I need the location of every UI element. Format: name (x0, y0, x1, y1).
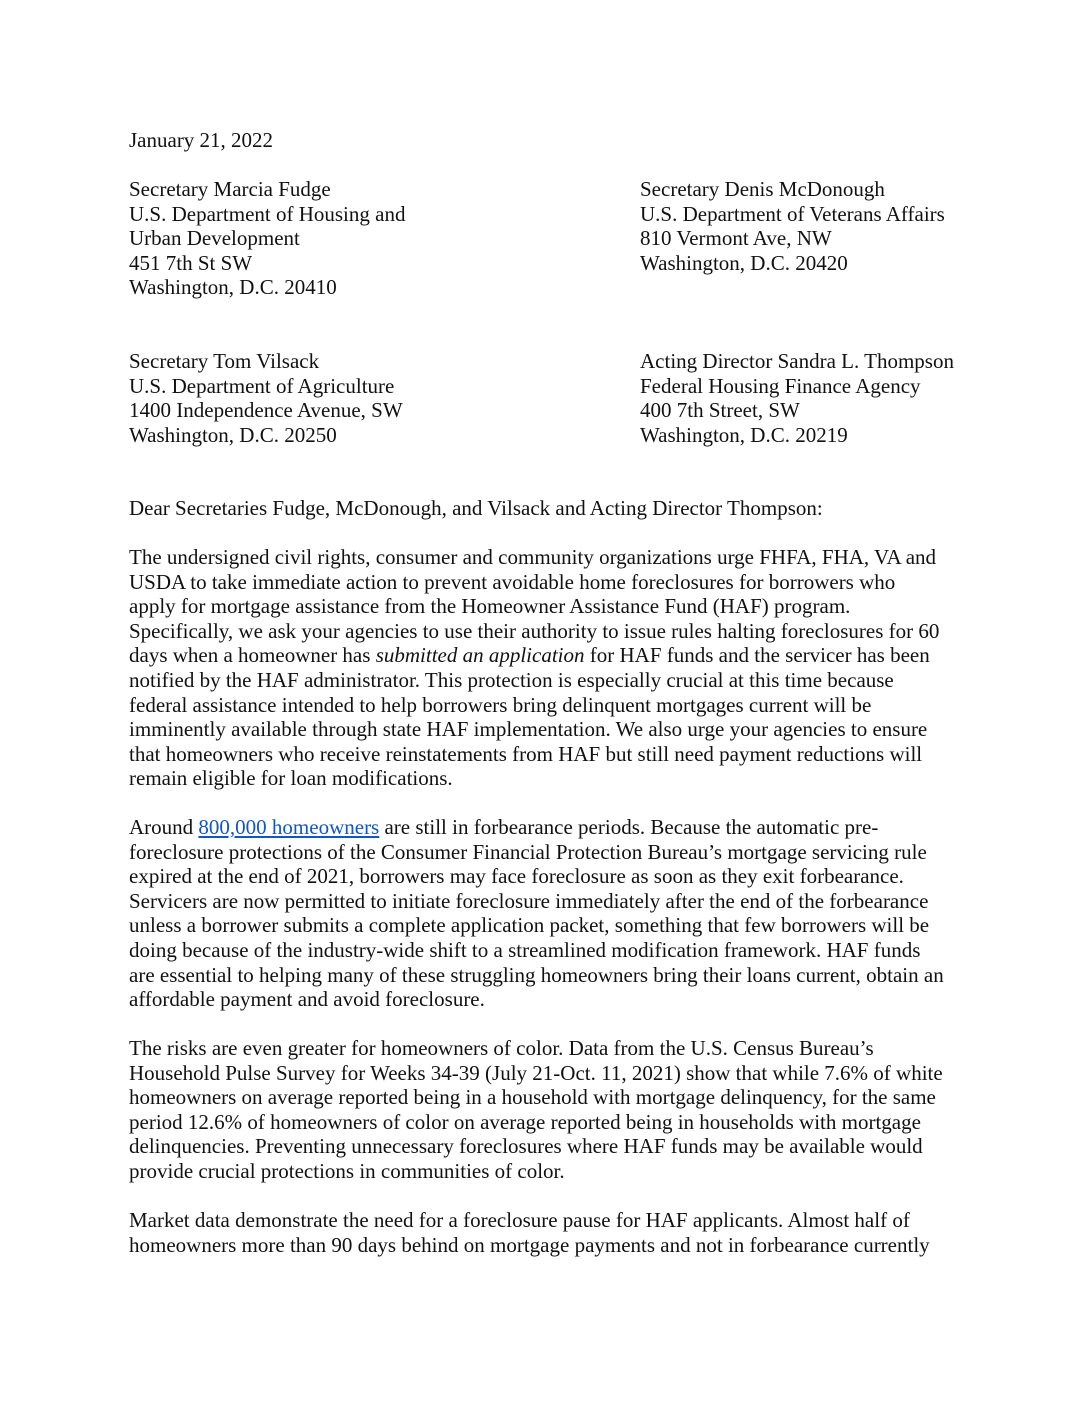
line-text: Around (129, 815, 199, 839)
paragraph-line: unless a borrower submits a complete application packet, something that few borrowers will be (129, 913, 930, 938)
address-line: Urban Development (129, 226, 300, 251)
address-line: 810 Vermont Ave, NW (640, 226, 832, 251)
line-text: for HAF funds and the servicer has been (584, 643, 930, 668)
line-text: are still in forbearance periods. Because the automatic pre- (379, 815, 879, 839)
address-line: 451 7th St SW (129, 250, 253, 275)
recipient-address-hud (129, 177, 405, 300)
paragraph-line: doing because of the industry-wide shift to a streamlined modification framework. HAF funds (129, 937, 921, 962)
paragraph-line: expired at the end of 2021, borrowers may face foreclosure as soon as they exit forbearance. (129, 864, 904, 889)
recipient-address-va (640, 177, 945, 275)
address-line: 1400 Independence Avenue, SW (129, 398, 403, 423)
address-line: Secretary Marcia Fudge (129, 177, 331, 201)
address-line: Washington, D.C. 20420 (640, 250, 848, 275)
address-line: U.S. Department of Veterans Affairs (640, 201, 945, 226)
paragraph-line: homeowners on average reported being in a household with mortgage delinquency, for the same (129, 1085, 936, 1110)
paragraph-risks (129, 1036, 943, 1184)
address-line: Federal Housing Finance Agency (640, 373, 921, 398)
paragraph-line: delinquencies. Preventing unnecessary foreclosures where HAF funds may be available would (129, 1134, 923, 1159)
paragraph-line: USDA to take immediate action to prevent avoidable home foreclosures for borrowers who (129, 569, 896, 594)
salutation: Dear Secretaries Fudge, McDonough, and Vilsack and Acting Director Thompson: (129, 496, 823, 520)
paragraph-line: Servicers are now permitted to initiate foreclosure immediately after the end of the forbearance (129, 888, 929, 913)
address-line: U.S. Department of Housing and (129, 201, 406, 226)
paragraph-line: apply for mortgage assistance from the Homeowner Assistance Fund (HAF) program. (129, 594, 851, 619)
paragraph-line: that homeowners who receive reinstatements from HAF but still need payment reductions will (129, 741, 923, 766)
address-line: Secretary Tom Vilsack (129, 349, 320, 373)
paragraph-line: remain eligible for loan modifications. (129, 766, 453, 791)
paragraph-line: affordable payment and avoid foreclosure. (129, 987, 485, 1012)
address-line: Secretary Denis McDonough (640, 177, 885, 201)
emphasis-text: submitted an application (375, 643, 585, 668)
line-text: days when a homeowner has (129, 643, 376, 668)
address-line: Washington, D.C. 20250 (129, 422, 337, 447)
paragraph-line: Market data demonstrate the need for a foreclosure pause for HAF applicants. Almost half of (129, 1208, 910, 1232)
address-line: Washington, D.C. 20219 (640, 422, 848, 447)
paragraph-line: homeowners more than 90 days behind on mortgage payments and not in forbearance currently (129, 1232, 930, 1257)
paragraph-line: imminently available through state HAF implementation. We also urge your agencies to ensure (129, 717, 928, 742)
recipient-address-usda (129, 349, 403, 447)
paragraph-line: provide crucial protections in communities of color. (129, 1158, 565, 1183)
paragraph-line: period 12.6% of homeowners of color on average reported being in households with mortgage (129, 1109, 921, 1134)
paragraph-line (129, 643, 939, 668)
recipient-address-fhfa (640, 349, 954, 447)
paragraph-line: The undersigned civil rights, consumer and community organizations urge FHFA, FHA, VA and (129, 545, 937, 569)
homeowners-link[interactable]: 800,000 homeowners (198, 815, 380, 839)
address-line: Washington, D.C. 20410 (129, 275, 337, 300)
paragraph-line: Household Pulse Survey for Weeks 34-39 (July 21-Oct. 11, 2021) show that while 7.6% of white (129, 1060, 943, 1085)
address-line: Acting Director Sandra L. Thompson (640, 349, 954, 373)
paragraph-line: Specifically, we ask your agencies to use their authority to issue rules halting foreclosures for 60 (129, 618, 940, 643)
address-line: U.S. Department of Agriculture (129, 373, 395, 398)
paragraph-line: are essential to helping many of these struggling homeowners bring their loans current, obtain an (129, 962, 944, 987)
paragraph-line: The risks are even greater for homeowners of color. Data from the U.S. Census Bureau’s (129, 1036, 874, 1060)
paragraph-line: notified by the HAF administrator. This protection is especially crucial at this time because (129, 667, 894, 692)
letter-date: January 21, 2022 (129, 128, 274, 152)
address-line: 400 7th Street, SW (640, 398, 800, 423)
paragraph-line (129, 815, 944, 840)
paragraph-line: foreclosure protections of the Consumer Financial Protection Bureau’s mortgage servicing rule (129, 839, 927, 864)
paragraph-line: federal assistance intended to help borrowers bring delinquent mortgages current will be (129, 692, 872, 717)
paragraph-market-data (129, 1208, 930, 1257)
paragraph-forbearance (129, 815, 944, 1012)
paragraph-request (129, 545, 939, 791)
